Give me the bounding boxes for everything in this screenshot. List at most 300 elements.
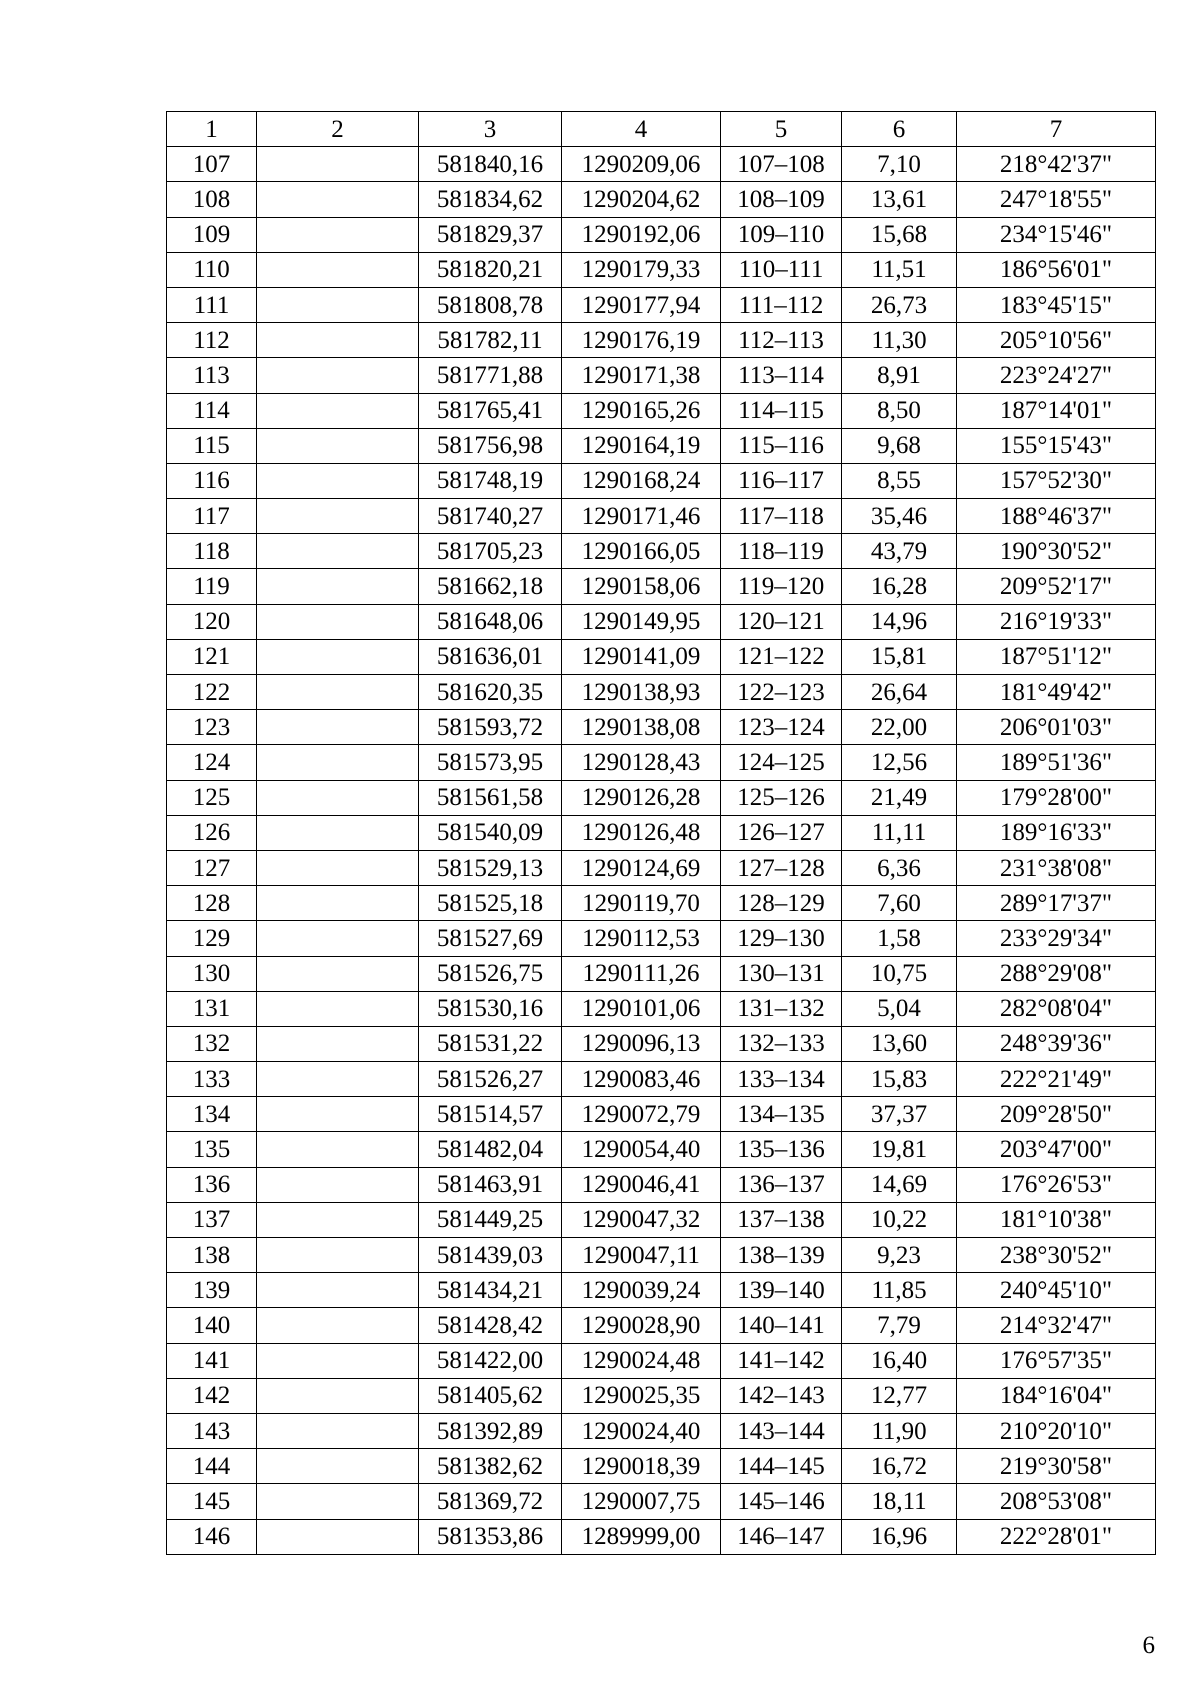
bearing-cell: 176°26'53" [957,1167,1156,1202]
length-cell: 12,56 [842,745,957,780]
length-cell: 8,91 [842,358,957,393]
y-coordinate-cell: 1290164,19 [562,428,721,463]
point-number-cell: 137 [167,1202,257,1237]
y-coordinate-cell: 1290138,93 [562,675,721,710]
point-number-cell: 116 [167,463,257,498]
point-number-cell: 144 [167,1449,257,1484]
point-number-cell: 130 [167,956,257,991]
y-coordinate-cell: 1290024,40 [562,1413,721,1448]
length-cell: 9,68 [842,428,957,463]
y-coordinate-cell: 1290039,24 [562,1273,721,1308]
segment-cell: 119–120 [721,569,842,604]
name-cell [257,569,419,604]
x-coordinate-cell: 581514,57 [419,1097,562,1132]
table-row [167,358,1156,393]
name-cell [257,1343,419,1378]
segment-cell: 116–117 [721,463,842,498]
length-cell: 35,46 [842,499,957,534]
point-number-cell: 131 [167,991,257,1026]
point-number-cell: 115 [167,428,257,463]
point-number-cell: 145 [167,1484,257,1519]
y-coordinate-cell: 1290007,75 [562,1484,721,1519]
table-row [167,499,1156,534]
segment-cell: 141–142 [721,1343,842,1378]
point-number-cell: 133 [167,1062,257,1097]
table-row [167,604,1156,639]
y-coordinate-cell: 1290024,48 [562,1343,721,1378]
x-coordinate-cell: 581829,37 [419,217,562,252]
length-cell: 26,64 [842,675,957,710]
name-cell [257,1202,419,1237]
name-cell [257,604,419,639]
point-number-cell: 134 [167,1097,257,1132]
name-cell [257,1238,419,1273]
bearing-cell: 282°08'04" [957,991,1156,1026]
bearing-cell: 222°21'49" [957,1062,1156,1097]
name-cell [257,182,419,217]
table-row [167,1343,1156,1378]
y-coordinate-cell: 1290124,69 [562,850,721,885]
length-cell: 8,50 [842,393,957,428]
segment-cell: 129–130 [721,921,842,956]
bearing-cell: 209°52'17" [957,569,1156,604]
point-number-cell: 111 [167,287,257,322]
x-coordinate-cell: 581392,89 [419,1413,562,1448]
table-row [167,921,1156,956]
y-coordinate-cell: 1290072,79 [562,1097,721,1132]
x-coordinate-cell: 581748,19 [419,463,562,498]
y-coordinate-cell: 1290165,26 [562,393,721,428]
x-coordinate-cell: 581662,18 [419,569,562,604]
y-coordinate-cell: 1290054,40 [562,1132,721,1167]
table-row [167,1026,1156,1061]
x-coordinate-cell: 581530,16 [419,991,562,1026]
column-header-4: 4 [562,112,721,147]
table-row [167,1062,1156,1097]
x-coordinate-cell: 581449,25 [419,1202,562,1237]
segment-cell: 143–144 [721,1413,842,1448]
name-cell [257,1519,419,1554]
segment-cell: 131–132 [721,991,842,1026]
x-coordinate-cell: 581463,91 [419,1167,562,1202]
length-cell: 18,11 [842,1484,957,1519]
length-cell: 7,10 [842,147,957,182]
length-cell: 37,37 [842,1097,957,1132]
name-cell [257,428,419,463]
segment-cell: 110–111 [721,252,842,287]
y-coordinate-cell: 1290171,38 [562,358,721,393]
x-coordinate-cell: 581526,27 [419,1062,562,1097]
table-row [167,463,1156,498]
table-row [167,956,1156,991]
table-row [167,252,1156,287]
table-row [167,1132,1156,1167]
segment-cell: 136–137 [721,1167,842,1202]
bearing-cell: 189°51'36" [957,745,1156,780]
segment-cell: 139–140 [721,1273,842,1308]
x-coordinate-cell: 581765,41 [419,393,562,428]
y-coordinate-cell: 1290018,39 [562,1449,721,1484]
segment-cell: 117–118 [721,499,842,534]
bearing-cell: 289°17'37" [957,886,1156,921]
table-row [167,1273,1156,1308]
segment-cell: 146–147 [721,1519,842,1554]
bearing-cell: 203°47'00" [957,1132,1156,1167]
point-number-cell: 138 [167,1238,257,1273]
table-row [167,675,1156,710]
point-number-cell: 126 [167,815,257,850]
bearing-cell: 240°45'10" [957,1273,1156,1308]
y-coordinate-cell: 1290047,32 [562,1202,721,1237]
segment-cell: 144–145 [721,1449,842,1484]
table-row [167,1238,1156,1273]
x-coordinate-cell: 581756,98 [419,428,562,463]
name-cell [257,1484,419,1519]
length-cell: 12,77 [842,1378,957,1413]
length-cell: 16,72 [842,1449,957,1484]
length-cell: 15,81 [842,639,957,674]
name-cell [257,499,419,534]
table-row [167,1378,1156,1413]
segment-cell: 113–114 [721,358,842,393]
y-coordinate-cell: 1290171,46 [562,499,721,534]
segment-cell: 140–141 [721,1308,842,1343]
x-coordinate-cell: 581561,58 [419,780,562,815]
bearing-cell: 214°32'47" [957,1308,1156,1343]
x-coordinate-cell: 581840,16 [419,147,562,182]
table-row [167,534,1156,569]
table-row [167,287,1156,322]
length-cell: 1,58 [842,921,957,956]
bearing-cell: 218°42'37" [957,147,1156,182]
name-cell [257,1026,419,1061]
segment-cell: 112–113 [721,323,842,358]
name-cell [257,323,419,358]
segment-cell: 145–146 [721,1484,842,1519]
point-number-cell: 143 [167,1413,257,1448]
x-coordinate-cell: 581820,21 [419,252,562,287]
length-cell: 43,79 [842,534,957,569]
length-cell: 11,11 [842,815,957,850]
point-number-cell: 146 [167,1519,257,1554]
table-row [167,991,1156,1026]
length-cell: 11,85 [842,1273,957,1308]
point-number-cell: 107 [167,147,257,182]
x-coordinate-cell: 581382,62 [419,1449,562,1484]
table-row [167,1167,1156,1202]
point-number-cell: 118 [167,534,257,569]
name-cell [257,639,419,674]
bearing-cell: 187°14'01" [957,393,1156,428]
length-cell: 16,40 [842,1343,957,1378]
length-cell: 8,55 [842,463,957,498]
x-coordinate-cell: 581636,01 [419,639,562,674]
name-cell [257,217,419,252]
bearing-cell: 238°30'52" [957,1238,1156,1273]
table-row [167,428,1156,463]
point-number-cell: 141 [167,1343,257,1378]
bearing-cell: 208°53'08" [957,1484,1156,1519]
segment-cell: 109–110 [721,217,842,252]
y-coordinate-cell: 1290176,19 [562,323,721,358]
table-row [167,639,1156,674]
y-coordinate-cell: 1290126,28 [562,780,721,815]
point-number-cell: 132 [167,1026,257,1061]
y-coordinate-cell: 1290025,35 [562,1378,721,1413]
bearing-cell: 223°24'27" [957,358,1156,393]
y-coordinate-cell: 1289999,00 [562,1519,721,1554]
length-cell: 16,28 [842,569,957,604]
x-coordinate-cell: 581648,06 [419,604,562,639]
name-cell [257,780,419,815]
x-coordinate-cell: 581540,09 [419,815,562,850]
length-cell: 22,00 [842,710,957,745]
page-number: 6 [1142,1632,1155,1659]
point-number-cell: 140 [167,1308,257,1343]
segment-cell: 120–121 [721,604,842,639]
coordinates-table-body [167,112,1156,1555]
length-cell: 13,61 [842,182,957,217]
point-number-cell: 121 [167,639,257,674]
bearing-cell: 248°39'36" [957,1026,1156,1061]
x-coordinate-cell: 581620,35 [419,675,562,710]
bearing-cell: 234°15'46" [957,217,1156,252]
name-cell [257,675,419,710]
bearing-cell: 183°45'15" [957,287,1156,322]
point-number-cell: 128 [167,886,257,921]
length-cell: 11,51 [842,252,957,287]
length-cell: 6,36 [842,850,957,885]
table-row [167,850,1156,885]
bearing-cell: 222°28'01" [957,1519,1156,1554]
segment-cell: 128–129 [721,886,842,921]
point-number-cell: 119 [167,569,257,604]
length-cell: 21,49 [842,780,957,815]
segment-cell: 118–119 [721,534,842,569]
bearing-cell: 187°51'12" [957,639,1156,674]
bearing-cell: 209°28'50" [957,1097,1156,1132]
segment-cell: 135–136 [721,1132,842,1167]
y-coordinate-cell: 1290083,46 [562,1062,721,1097]
length-cell: 15,68 [842,217,957,252]
y-coordinate-cell: 1290192,06 [562,217,721,252]
y-coordinate-cell: 1290138,08 [562,710,721,745]
bearing-cell: 247°18'55" [957,182,1156,217]
point-number-cell: 129 [167,921,257,956]
segment-cell: 121–122 [721,639,842,674]
point-number-cell: 108 [167,182,257,217]
segment-cell: 138–139 [721,1238,842,1273]
point-number-cell: 127 [167,850,257,885]
table-row [167,569,1156,604]
table-row [167,1449,1156,1484]
bearing-cell: 190°30'52" [957,534,1156,569]
x-coordinate-cell: 581529,13 [419,850,562,885]
x-coordinate-cell: 581531,22 [419,1026,562,1061]
bearing-cell: 233°29'34" [957,921,1156,956]
table-row [167,1097,1156,1132]
table-row [167,393,1156,428]
table-row [167,1519,1156,1554]
name-cell [257,1273,419,1308]
segment-cell: 134–135 [721,1097,842,1132]
y-coordinate-cell: 1290158,06 [562,569,721,604]
segment-cell: 107–108 [721,147,842,182]
x-coordinate-cell: 581782,11 [419,323,562,358]
bearing-cell: 219°30'58" [957,1449,1156,1484]
y-coordinate-cell: 1290177,94 [562,287,721,322]
name-cell [257,1413,419,1448]
name-cell [257,1449,419,1484]
bearing-cell: 157°52'30" [957,463,1156,498]
length-cell: 19,81 [842,1132,957,1167]
segment-cell: 130–131 [721,956,842,991]
y-coordinate-cell: 1290119,70 [562,886,721,921]
x-coordinate-cell: 581573,95 [419,745,562,780]
y-coordinate-cell: 1290141,09 [562,639,721,674]
name-cell [257,393,419,428]
bearing-cell: 181°10'38" [957,1202,1156,1237]
y-coordinate-cell: 1290149,95 [562,604,721,639]
x-coordinate-cell: 581405,62 [419,1378,562,1413]
segment-cell: 133–134 [721,1062,842,1097]
name-cell [257,534,419,569]
point-number-cell: 117 [167,499,257,534]
column-header-7: 7 [957,112,1156,147]
name-cell [257,1062,419,1097]
bearing-cell: 206°01'03" [957,710,1156,745]
length-cell: 7,79 [842,1308,957,1343]
length-cell: 14,69 [842,1167,957,1202]
table-row [167,323,1156,358]
y-coordinate-cell: 1290112,53 [562,921,721,956]
name-cell [257,745,419,780]
table-row [167,1413,1156,1448]
length-cell: 14,96 [842,604,957,639]
name-cell [257,1097,419,1132]
y-coordinate-cell: 1290204,62 [562,182,721,217]
x-coordinate-cell: 581422,00 [419,1343,562,1378]
length-cell: 7,60 [842,886,957,921]
length-cell: 11,30 [842,323,957,358]
point-number-cell: 113 [167,358,257,393]
bearing-cell: 216°19'33" [957,604,1156,639]
y-coordinate-cell: 1290101,06 [562,991,721,1026]
name-cell [257,252,419,287]
point-number-cell: 135 [167,1132,257,1167]
table-row [167,1484,1156,1519]
point-number-cell: 110 [167,252,257,287]
table-row [167,886,1156,921]
x-coordinate-cell: 581482,04 [419,1132,562,1167]
point-number-cell: 120 [167,604,257,639]
column-header-1: 1 [167,112,257,147]
bearing-cell: 205°10'56" [957,323,1156,358]
name-cell [257,815,419,850]
name-cell [257,463,419,498]
table-row [167,217,1156,252]
x-coordinate-cell: 581428,42 [419,1308,562,1343]
table-row [167,780,1156,815]
name-cell [257,1378,419,1413]
length-cell: 15,83 [842,1062,957,1097]
table-row [167,710,1156,745]
point-number-cell: 123 [167,710,257,745]
x-coordinate-cell: 581525,18 [419,886,562,921]
x-coordinate-cell: 581593,72 [419,710,562,745]
bearing-cell: 189°16'33" [957,815,1156,850]
length-cell: 26,73 [842,287,957,322]
name-cell [257,886,419,921]
name-cell [257,1167,419,1202]
y-coordinate-cell: 1290111,26 [562,956,721,991]
name-cell [257,850,419,885]
length-cell: 11,90 [842,1413,957,1448]
name-cell [257,1132,419,1167]
length-cell: 10,22 [842,1202,957,1237]
table-row [167,1202,1156,1237]
bearing-cell: 186°56'01" [957,252,1156,287]
length-cell: 16,96 [842,1519,957,1554]
point-number-cell: 122 [167,675,257,710]
x-coordinate-cell: 581527,69 [419,921,562,956]
point-number-cell: 139 [167,1273,257,1308]
point-number-cell: 114 [167,393,257,428]
bearing-cell: 184°16'04" [957,1378,1156,1413]
point-number-cell: 142 [167,1378,257,1413]
bearing-cell: 210°20'10" [957,1413,1156,1448]
name-cell [257,147,419,182]
name-cell [257,1308,419,1343]
y-coordinate-cell: 1290179,33 [562,252,721,287]
x-coordinate-cell: 581808,78 [419,287,562,322]
bearing-cell: 155°15'43" [957,428,1156,463]
column-header-2: 2 [257,112,419,147]
column-header-3: 3 [419,112,562,147]
segment-cell: 132–133 [721,1026,842,1061]
header-row [167,112,1156,147]
segment-cell: 125–126 [721,780,842,815]
x-coordinate-cell: 581353,86 [419,1519,562,1554]
segment-cell: 137–138 [721,1202,842,1237]
column-header-5: 5 [721,112,842,147]
bearing-cell: 288°29'08" [957,956,1156,991]
point-number-cell: 109 [167,217,257,252]
table-row [167,815,1156,850]
name-cell [257,991,419,1026]
point-number-cell: 112 [167,323,257,358]
segment-cell: 142–143 [721,1378,842,1413]
y-coordinate-cell: 1290209,06 [562,147,721,182]
column-header-6: 6 [842,112,957,147]
x-coordinate-cell: 581705,23 [419,534,562,569]
table-row [167,1308,1156,1343]
x-coordinate-cell: 581526,75 [419,956,562,991]
y-coordinate-cell: 1290028,90 [562,1308,721,1343]
table-row [167,147,1156,182]
length-cell: 10,75 [842,956,957,991]
segment-cell: 127–128 [721,850,842,885]
segment-cell: 111–112 [721,287,842,322]
length-cell: 13,60 [842,1026,957,1061]
name-cell [257,710,419,745]
bearing-cell: 176°57'35" [957,1343,1156,1378]
name-cell [257,358,419,393]
bearing-cell: 179°28'00" [957,780,1156,815]
segment-cell: 108–109 [721,182,842,217]
y-coordinate-cell: 1290128,43 [562,745,721,780]
segment-cell: 122–123 [721,675,842,710]
